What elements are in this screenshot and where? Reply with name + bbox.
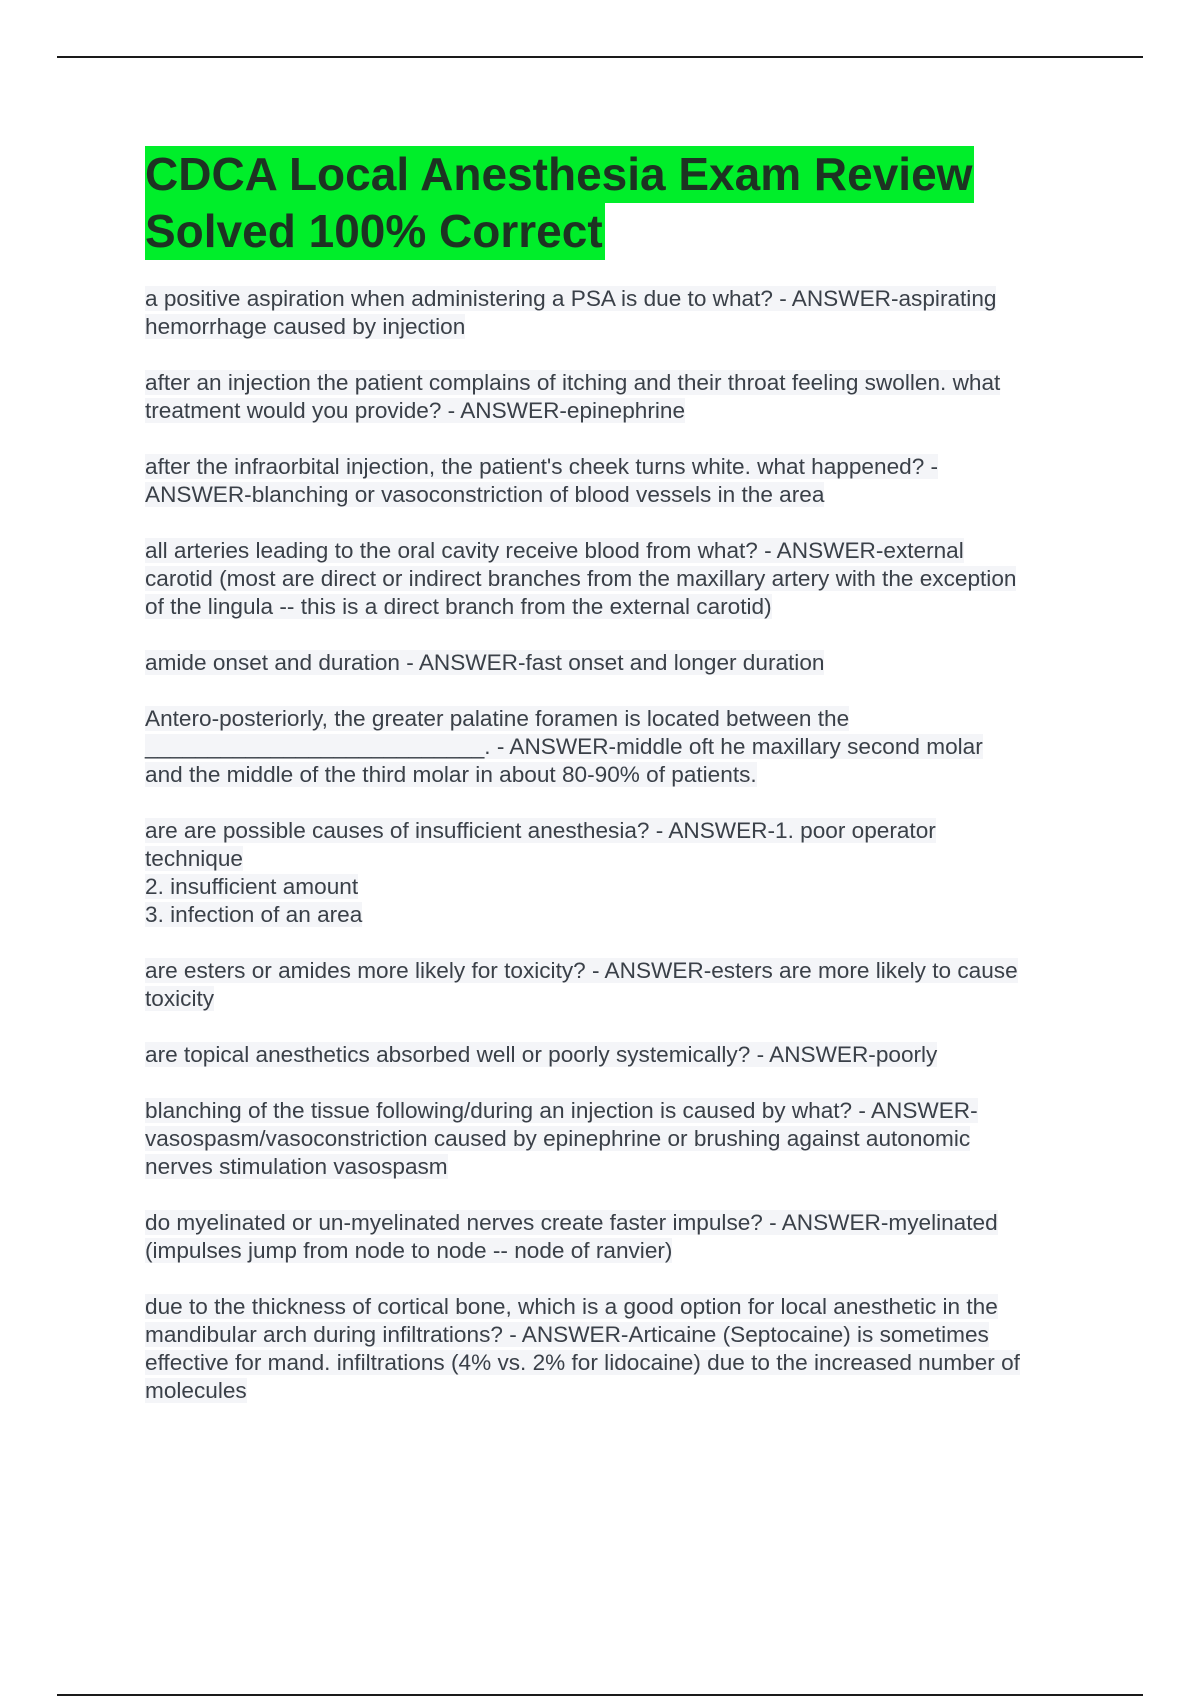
qa-entry-text: a positive aspiration when administering a PSA is due to what? - ANSWER-aspirating hemorrhage caused by injection bbox=[145, 286, 997, 339]
qa-entry-text: are esters or amides more likely for toxicity? - ANSWER-esters are more likely to cause toxicity bbox=[145, 958, 1018, 1011]
qa-entry-text: after the infraorbital injection, the patient's cheek turns white. what happened? - ANSWER-blanching or vasoconstriction of blood vessels in the area bbox=[145, 454, 939, 507]
qa-entry bbox=[145, 1041, 1090, 1069]
document-title bbox=[145, 146, 1090, 260]
qa-entry bbox=[145, 1209, 1090, 1265]
qa-entry-text: Antero-posteriorly, the greater palatine foramen is located between the ___________________________. - ANSWER-middle oft he maxillary second molar and the middle of the third molar in about 80-90% of patients. bbox=[145, 706, 983, 787]
bottom-rule bbox=[57, 1694, 1143, 1696]
qa-entry bbox=[145, 957, 1090, 1013]
qa-entry-text: do myelinated or un-myelinated nerves create faster impulse? - ANSWER-myelinated (impulses jump from node to node -- node of ranvier) bbox=[145, 1210, 998, 1263]
qa-entry-text: are topical anesthetics absorbed well or poorly systemically? - ANSWER-poorly bbox=[145, 1042, 938, 1067]
qa-entry-text: due to the thickness of cortical bone, which is a good option for local anesthetic in the mandibular arch during infiltrations? - ANSWER-Articaine (Septocaine) is sometimes effective for mand. infiltrations (4% vs. 2% for lidocaine) due to the increased number of molecules bbox=[145, 1294, 1020, 1403]
qa-entry bbox=[145, 369, 1090, 425]
title-line-2: Solved 100% Correct bbox=[145, 203, 605, 260]
qa-entry bbox=[145, 705, 1090, 789]
qa-entry bbox=[145, 537, 1090, 621]
qa-entry bbox=[145, 285, 1090, 341]
qa-entry bbox=[145, 453, 1090, 509]
qa-entry bbox=[145, 1293, 1090, 1405]
top-rule bbox=[57, 56, 1143, 58]
qa-entry bbox=[145, 649, 1090, 677]
qa-entry bbox=[145, 1097, 1090, 1181]
qa-entry-text: blanching of the tissue following/during an injection is caused by what? - ANSWER- vasospasm/vasoconstriction caused by epinephrine or brushing against autonomic nerves stimulation vasospasm bbox=[145, 1098, 978, 1179]
qa-entry-text: amide onset and duration - ANSWER-fast onset and longer duration bbox=[145, 650, 825, 675]
qa-entry-text: are are possible causes of insufficient anesthesia? - ANSWER-1. poor operator technique 2. insufficient amount 3. infection of an area bbox=[145, 818, 936, 927]
qa-entry-text: after an injection the patient complains of itching and their throat feeling swollen. what treatment would you provide? - ANSWER-epinephrine bbox=[145, 370, 1001, 423]
qa-entry bbox=[145, 817, 1090, 929]
document-body bbox=[145, 146, 1090, 1433]
qa-entry-text: all arteries leading to the oral cavity receive blood from what? - ANSWER-external carotid (most are direct or indirect branches from the maxillary artery with the exception of the lingula -- this is a direct branch from the external carotid) bbox=[145, 538, 1017, 619]
title-line-1: CDCA Local Anesthesia Exam Review bbox=[145, 146, 974, 203]
